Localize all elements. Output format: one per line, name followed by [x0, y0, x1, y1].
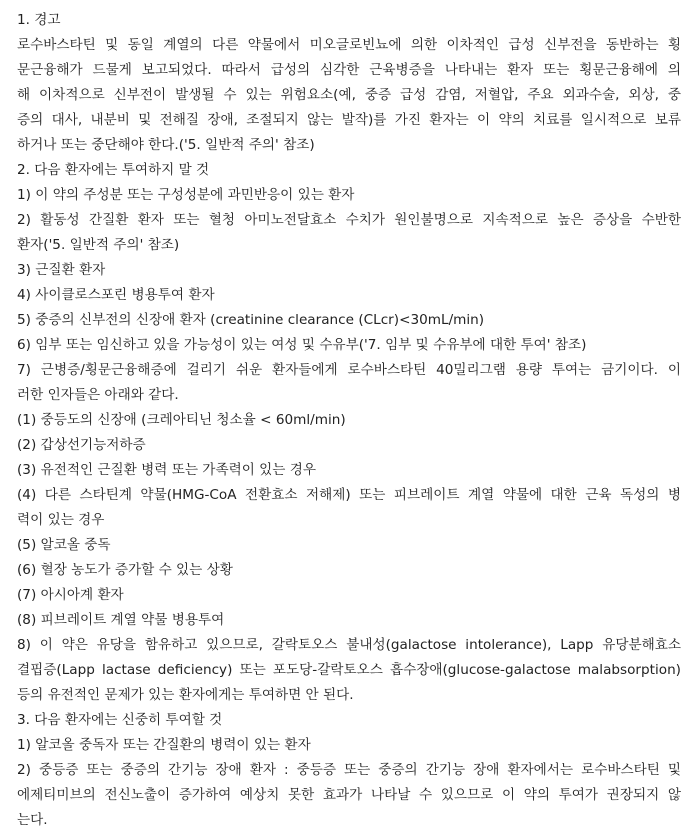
text-line: 3) 근질환 환자	[17, 262, 106, 278]
text-line: 8) 이 약은 유당을 함유하고 있으므로, 갈락토오스 불내성(galactose intolerance), Lapp 유당분해효소	[17, 637, 681, 653]
text-line: 2) 활동성 간질환 환자 또는 혈청 아미노전달효소 수치가 원인불명으로 지속적으로 높은 증상을 수반한	[17, 212, 681, 228]
text-line: 1) 이 약의 주성분 또는 구성성분에 과민반응이 있는 환자	[17, 187, 355, 203]
text-line: 6) 임부 또는 임신하고 있을 가능성이 있는 여성 및 수유부('7. 임부 및 수유부에 대한 투여' 참조)	[17, 337, 587, 353]
text-line: (5) 알코올 중독	[17, 537, 111, 553]
text-line: 는다.	[17, 812, 48, 828]
text-line: 에제티미브의 전신노출이 증가하여 예상치 못한 효과가 나타날 수 있으므로 이 약의 투여가 권장되지 않	[17, 787, 681, 803]
text-line: 문근융해가 드물게 보고되었다. 따라서 급성의 심각한 근육병증을 나타내는 환자 또는 횡문근융해에 의	[17, 62, 681, 78]
text-line: (1) 중등도의 신장애 (크레아티닌 청소율 < 60ml/min)	[17, 412, 346, 428]
text-line: 로수바스타틴 및 동일 계열의 다른 약물에서 미오글로빈뇨에 의한 이차적인 급성 신부전을 동반하는 횡	[17, 37, 681, 53]
text-line: 5) 중증의 신부전의 신장애 환자 (creatinine clearance (CLcr)<30mL/min)	[17, 312, 485, 328]
text-line: 2. 다음 환자에는 투여하지 말 것	[17, 162, 210, 178]
text-line: 환자('5. 일반적 주의' 참조)	[17, 237, 180, 253]
text-line: (6) 혈장 농도가 증가할 수 있는 상황	[17, 562, 233, 578]
text-line: (2) 갑상선기능저하증	[17, 437, 146, 453]
text-line: 1. 경고	[17, 12, 61, 28]
text-line: (4) 다른 스타틴계 약물(HMG-CoA 전환효소 저해제) 또는 피브레이트 계열 약물에 대한 근육 독성의 병	[17, 487, 681, 503]
text-line: 7) 근병증/횡문근융해증에 걸리기 쉬운 환자들에게 로수바스타틴 40밀리그램 용량 투여는 금기이다. 이	[17, 362, 681, 378]
text-line: (8) 피브레이트 계열 약물 병용투여	[17, 612, 225, 628]
text-line: 3. 다음 환자에는 신중히 투여할 것	[17, 712, 223, 728]
text-line: 력이 있는 경우	[17, 512, 105, 528]
text-line: 결핍증(Lapp lactase deficiency) 또는 포도당-갈락토오스 흡수장애(glucose-galactose malabsorption)	[17, 662, 681, 678]
text-line: 증의 대사, 내분비 및 전해질 장애, 조절되지 않는 발작)를 가진 환자는 이 약의 치료를 일시적으로 보류	[17, 112, 681, 128]
text-line: 1) 알코올 중독자 또는 간질환의 병력이 있는 환자	[17, 737, 311, 753]
text-line: 하거나 또는 중단해야 한다.('5. 일반적 주의' 참조)	[17, 137, 315, 153]
text-line: (7) 아시아계 환자	[17, 587, 124, 603]
text-line: 2) 중등증 또는 중증의 간기능 장애 환자 : 중등증 또는 중증의 간기능 장애 환자에서는 로수바스타틴 및	[17, 762, 681, 778]
text-line: 4) 사이클로스포린 병용투여 환자	[17, 287, 215, 303]
text-line: 등의 유전적인 문제가 있는 환자에게는 투여하면 안 된다.	[17, 687, 354, 703]
text-line: (3) 유전적인 근질환 병력 또는 가족력이 있는 경우	[17, 462, 317, 478]
text-line: 해 이차적으로 신부전이 발생될 수 있는 위험요소(예, 중증 급성 감염, 저혈압, 주요 외과수술, 외상, 중	[17, 87, 681, 103]
text-line: 러한 인자들은 아래와 같다.	[17, 387, 179, 403]
